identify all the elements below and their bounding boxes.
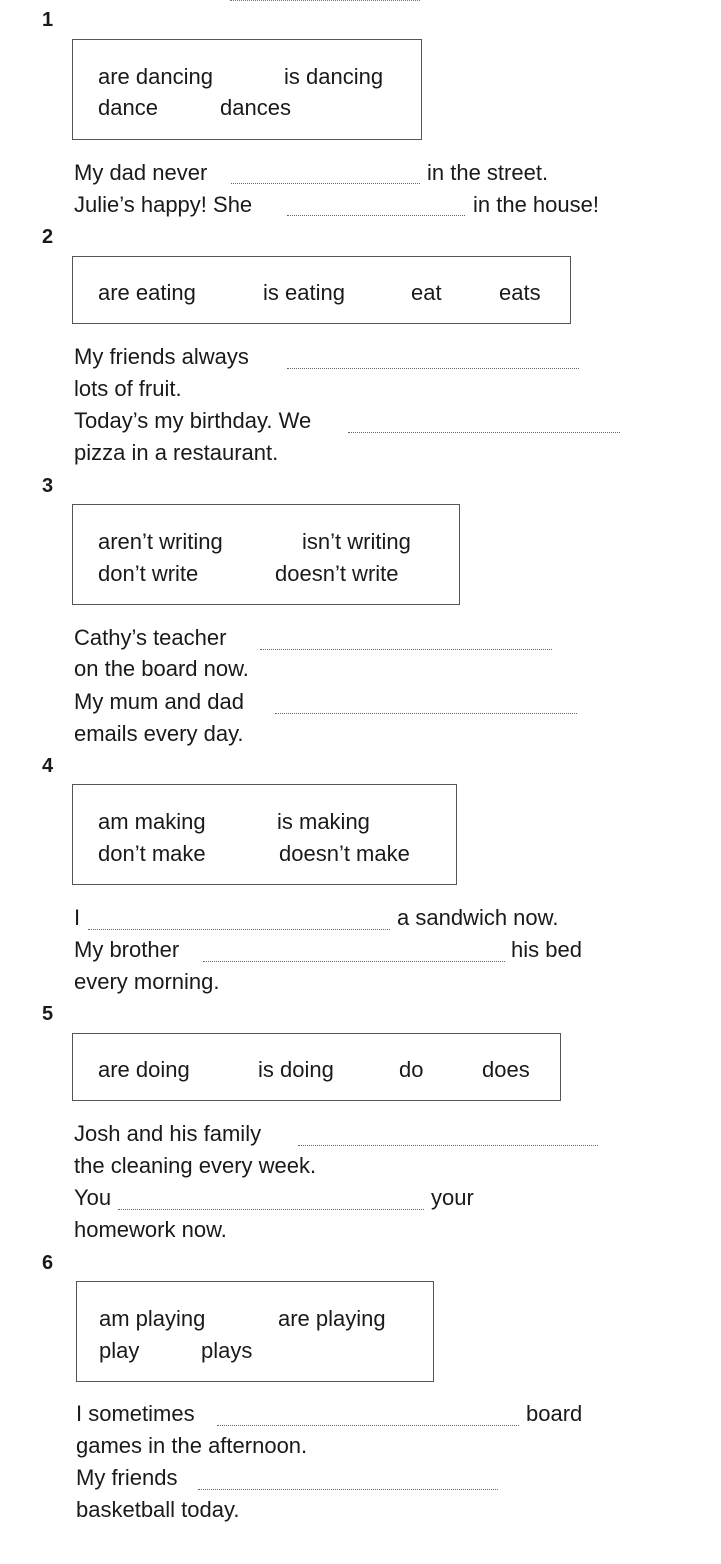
sentence-end: games in the afternoon. [76, 1433, 308, 1458]
answer-blank[interactable] [118, 1209, 424, 1210]
word-option: eats [499, 280, 541, 305]
sentence-end: lots of fruit. [74, 376, 182, 401]
sentence-start: My friends always [74, 344, 249, 369]
sentence-end: a sandwich now. [397, 905, 559, 930]
word-option: are doing [98, 1057, 190, 1082]
word-option: dance [98, 95, 158, 120]
sentence-end: board [526, 1401, 583, 1426]
sentence-end: his bed [511, 937, 582, 962]
answer-blank[interactable] [298, 1145, 598, 1146]
answer-blank[interactable] [275, 713, 577, 714]
exercise-number: 3 [42, 475, 54, 497]
sentence-start: My mum and dad [74, 689, 244, 714]
sentence-start: My friends [76, 1465, 178, 1490]
sentence-start: I [74, 905, 81, 930]
answer-blank[interactable] [198, 1489, 498, 1490]
word-option: aren’t writing [98, 529, 223, 554]
exercise-number: 1 [42, 9, 54, 31]
word-box [76, 1281, 434, 1382]
word-box [72, 504, 460, 605]
word-option: play [99, 1338, 140, 1363]
sentence-start: Cathy’s teacher [74, 625, 227, 650]
word-box [72, 256, 571, 324]
sentence-start: My dad never [74, 160, 208, 185]
answer-blank[interactable] [348, 432, 620, 433]
sentence-end: emails every day. [74, 721, 244, 746]
word-option: are playing [278, 1306, 386, 1331]
sentence-end: every morning. [74, 969, 220, 994]
word-option: are dancing [98, 64, 213, 89]
sentence-start: Julie’s happy! She [74, 192, 253, 217]
word-box [72, 784, 457, 885]
word-option: plays [201, 1338, 253, 1363]
top-answer-line [230, 0, 420, 1]
sentence-start: Today’s my birthday. We [74, 408, 312, 433]
sentence-end: homework now. [74, 1217, 227, 1242]
sentence-start: My brother [74, 937, 180, 962]
word-option: am playing [99, 1306, 206, 1331]
word-option: isn’t writing [302, 529, 411, 554]
answer-blank[interactable] [217, 1425, 519, 1426]
word-option: does [482, 1057, 530, 1082]
word-option: don’t make [98, 841, 206, 866]
word-option: is making [277, 809, 370, 834]
answer-blank[interactable] [203, 961, 505, 962]
sentence-end: in the house! [473, 192, 599, 217]
answer-blank[interactable] [287, 368, 579, 369]
word-option: is dancing [284, 64, 384, 89]
answer-blank[interactable] [231, 183, 420, 184]
sentence-start: I sometimes [76, 1401, 195, 1426]
exercise-number: 2 [42, 226, 54, 248]
word-option: am making [98, 809, 206, 834]
word-box [72, 39, 422, 140]
answer-blank[interactable] [88, 929, 390, 930]
sentence-end: on the board now. [74, 656, 249, 681]
answer-blank[interactable] [260, 649, 552, 650]
exercise-number: 6 [42, 1252, 54, 1274]
word-option: is eating [263, 280, 345, 305]
word-option: don’t write [98, 561, 199, 586]
sentence-end: pizza in a restaurant. [74, 440, 279, 465]
sentence-end: your [431, 1185, 474, 1210]
word-option: are eating [98, 280, 196, 305]
word-option: doesn’t make [279, 841, 410, 866]
sentence-start: You [74, 1185, 112, 1210]
word-option: doesn’t write [275, 561, 399, 586]
sentence-end: in the street. [427, 160, 549, 185]
word-option: do [399, 1057, 424, 1082]
exercise-number: 4 [42, 755, 54, 777]
sentence-start: Josh and his family [74, 1121, 262, 1146]
word-option: dances [220, 95, 291, 120]
sentence-end: the cleaning every week. [74, 1153, 317, 1178]
word-box [72, 1033, 561, 1101]
answer-blank[interactable] [287, 215, 465, 216]
word-option: eat [411, 280, 442, 305]
exercise-number: 5 [42, 1003, 54, 1025]
sentence-end: basketball today. [76, 1497, 240, 1522]
word-option: is doing [258, 1057, 334, 1082]
